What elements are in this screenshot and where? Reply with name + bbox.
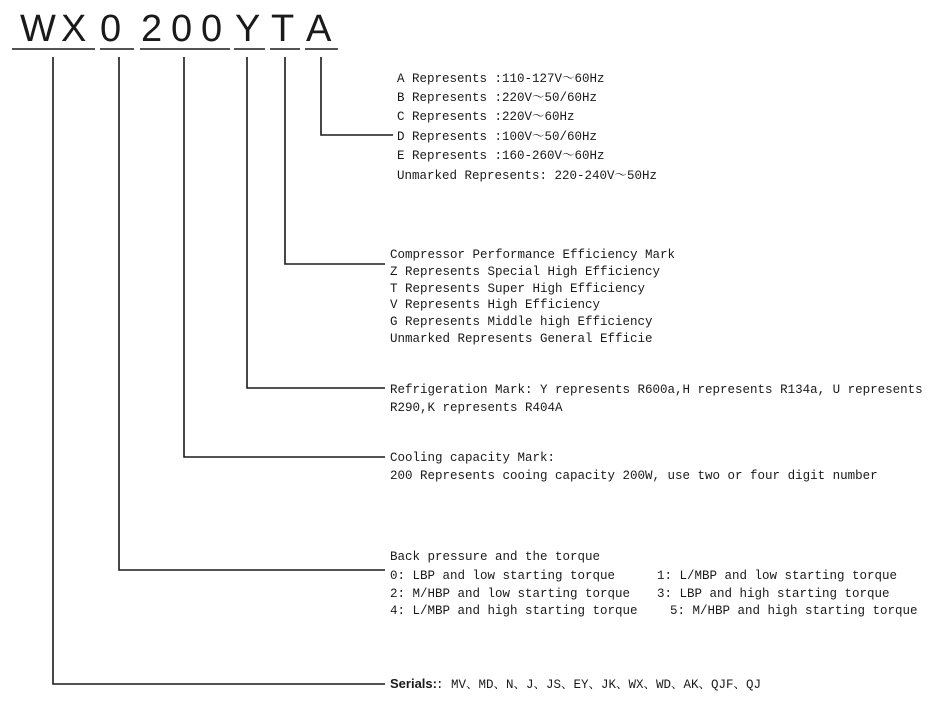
voltage-block	[397, 72, 657, 183]
efficiency-line-v: V Represents High Efficiency	[390, 298, 601, 312]
code-char-Y: Y	[235, 8, 261, 50]
refrigeration-line-2: R290,K represents R404A	[390, 401, 563, 415]
model-code	[20, 8, 332, 50]
code-char-0b: 0	[201, 8, 223, 50]
backpressure-item-0: 0: LBP and low starting torque	[390, 569, 616, 583]
backpressure-title: Back pressure and the torque	[390, 550, 601, 564]
leader-efficiency	[285, 57, 385, 264]
backpressure-item-2: 2: M/HBP and low starting torque	[390, 587, 631, 601]
leader-voltage	[321, 57, 393, 135]
code-char-T: T	[271, 8, 295, 50]
voltage-line-a: A Represents :110-127V～60Hz	[397, 72, 605, 86]
backpressure-block	[390, 550, 918, 618]
cooling-line-1: Cooling capacity Mark:	[390, 451, 556, 465]
refrigeration-block	[390, 383, 923, 415]
voltage-line-e: E Represents :160-260V～60Hz	[397, 149, 605, 163]
efficiency-line-unmarked: Unmarked Represents General Efficie	[390, 332, 653, 346]
efficiency-line-t: T Represents Super High Efficiency	[390, 282, 646, 296]
backpressure-item-5: 5: M/HBP and high starting torque	[670, 604, 918, 618]
cooling-block	[390, 451, 878, 483]
code-char-A: A	[306, 8, 332, 50]
code-char-X: X	[61, 8, 87, 50]
voltage-line-b: B Represents :220V～50/60Hz	[397, 91, 598, 105]
leader-backpressure	[119, 57, 385, 570]
serials-value: : MV、MD、N、J、JS、EY、JK、WX、WD、AK、QJF、QJ	[436, 678, 762, 692]
code-char-0-series: 0	[100, 8, 122, 50]
leader-refrigeration	[247, 57, 385, 388]
backpressure-item-3: 3: LBP and high starting torque	[657, 587, 890, 601]
voltage-line-c: C Represents :220V～60Hz	[397, 110, 575, 124]
serials-block	[390, 676, 761, 692]
leader-serials	[53, 57, 385, 684]
voltage-line-unmarked: Unmarked Represents: 220-240V～50Hz	[397, 169, 658, 183]
efficiency-line-z: Z Represents Special High Efficiency	[390, 265, 661, 279]
cooling-line-2: 200 Represents cooing capacity 200W, use two or four digit number	[390, 469, 878, 483]
refrigeration-line-1: Refrigeration Mark: Y represents R600a,H represents R134a, U represents	[390, 383, 923, 397]
backpressure-item-1: 1: L/MBP and low starting torque	[657, 569, 898, 583]
voltage-line-d: D Represents :100V～50/60Hz	[397, 130, 598, 144]
efficiency-line-g: G Represents Middle high Efficiency	[390, 315, 653, 329]
efficiency-block	[390, 248, 675, 346]
leader-lines	[53, 57, 393, 684]
backpressure-item-4: 4: L/MBP and high starting torque	[390, 604, 638, 618]
serials-label: Serials:	[390, 676, 437, 691]
code-char-W: W	[20, 8, 56, 50]
efficiency-title: Compressor Performance Efficiency Mark	[390, 248, 676, 262]
code-char-2: 2	[141, 8, 163, 50]
code-char-0a: 0	[171, 8, 193, 50]
